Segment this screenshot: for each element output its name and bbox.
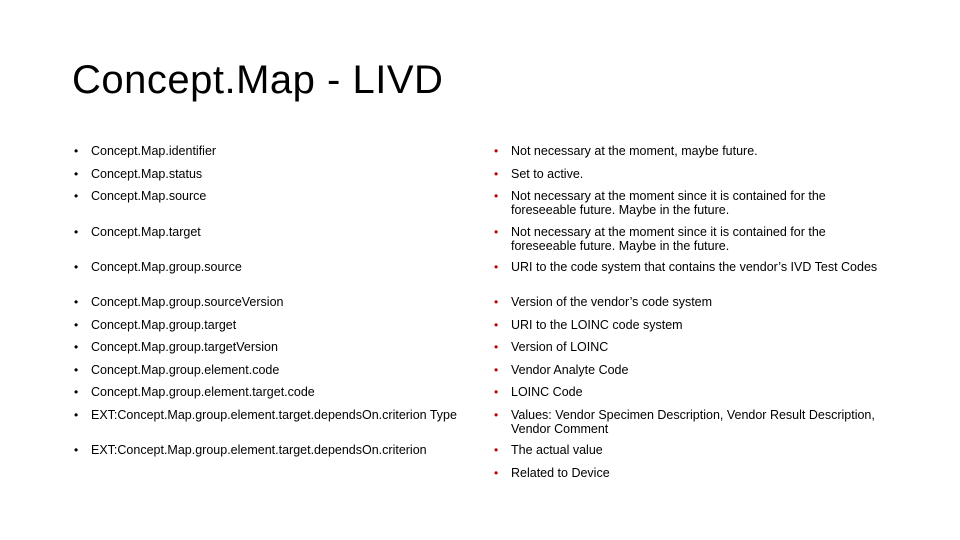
left-item-text: Concept.Map.target	[91, 225, 201, 239]
left-list-item	[74, 319, 474, 333]
bullet: •	[494, 295, 499, 309]
bullet: •	[494, 318, 499, 332]
bullet: •	[74, 260, 79, 274]
left-item-text: Concept.Map.identifier	[91, 144, 217, 158]
bullet: •	[74, 225, 79, 239]
right-item-text: URI to the code system that contains the vendor’s IVD Test Codes	[511, 260, 878, 274]
right-item-text: LOINC Code	[511, 385, 583, 399]
bullet: •	[74, 318, 79, 332]
bullet: •	[74, 295, 79, 309]
left-item-text: Concept.Map.status	[91, 167, 203, 181]
left-list-item	[74, 409, 466, 423]
left-item-text: Concept.Map.source	[91, 189, 207, 203]
right-list-item	[494, 319, 894, 333]
left-item-text: EXT:Concept.Map.group.element.target.dependsOn.criterion	[91, 443, 427, 457]
bullet: •	[74, 167, 79, 181]
right-list-item	[494, 386, 894, 400]
bullet: •	[494, 167, 499, 181]
left-list-item	[74, 261, 474, 275]
bullet: •	[494, 260, 499, 274]
right-list-item	[494, 226, 894, 253]
bullet: •	[494, 189, 499, 203]
right-item-text: Related to Device	[511, 466, 610, 480]
right-item-text: Set to active.	[511, 167, 584, 181]
right-list-item	[494, 409, 894, 436]
bullet: •	[74, 340, 79, 354]
right-list-item	[494, 261, 894, 275]
left-list-item	[74, 226, 474, 240]
right-item-text: Version of the vendor’s code system	[511, 295, 713, 309]
right-item-text: URI to the LOINC code system	[511, 318, 683, 332]
bullet: •	[494, 466, 499, 480]
right-item-text: Values: Vendor Specimen Description, Vendor Result Description, Vendor Comment	[511, 408, 875, 436]
left-item-text: Concept.Map.group.target	[91, 318, 237, 332]
right-list-item	[494, 341, 894, 355]
right-list-item	[494, 444, 894, 458]
bullet: •	[494, 225, 499, 239]
right-item-text: The actual value	[511, 443, 603, 457]
left-item-text: Concept.Map.group.targetVersion	[91, 340, 278, 354]
bullet: •	[74, 385, 79, 399]
left-list-item	[74, 386, 474, 400]
left-item-text: Concept.Map.group.element.code	[91, 363, 280, 377]
slide-title: Concept.Map - LIVD	[72, 58, 444, 102]
left-list-item	[74, 190, 474, 204]
right-item-text: Not necessary at the moment, maybe future.	[511, 144, 758, 158]
bullet: •	[74, 144, 79, 158]
left-list-item	[74, 296, 474, 310]
bullet: •	[494, 443, 499, 457]
left-list-item	[74, 341, 474, 355]
left-list-item	[74, 444, 474, 458]
right-item-text: Not necessary at the moment since it is contained for the foreseeable future. Maybe in the future.	[511, 225, 826, 253]
left-item-text: Concept.Map.group.element.target.code	[91, 385, 315, 399]
right-list-item	[494, 145, 894, 159]
right-item-text: Version of LOINC	[511, 340, 609, 354]
right-item-text: Not necessary at the moment since it is contained for the foreseeable future. Maybe in the future.	[511, 189, 826, 217]
left-list-item	[74, 168, 474, 182]
right-list-item	[494, 296, 894, 310]
left-item-text: EXT:Concept.Map.group.element.target.dependsOn.criterion Type	[91, 408, 457, 422]
bullet: •	[494, 363, 499, 377]
bullet: •	[74, 189, 79, 203]
bullet: •	[494, 385, 499, 399]
left-item-text: Concept.Map.group.sourceVersion	[91, 295, 284, 309]
right-list-item	[494, 190, 894, 217]
bullet: •	[74, 408, 79, 422]
left-list-item	[74, 364, 474, 378]
left-list-item	[74, 145, 474, 159]
right-list-item	[494, 467, 894, 481]
bullet: •	[74, 443, 79, 457]
right-list-item	[494, 168, 894, 182]
bullet: •	[494, 340, 499, 354]
bullet: •	[74, 363, 79, 377]
bullet: •	[494, 144, 499, 158]
left-item-text: Concept.Map.group.source	[91, 260, 242, 274]
bullet: •	[494, 408, 499, 422]
right-list-item	[494, 364, 894, 378]
right-item-text: Vendor Analyte Code	[511, 363, 629, 377]
